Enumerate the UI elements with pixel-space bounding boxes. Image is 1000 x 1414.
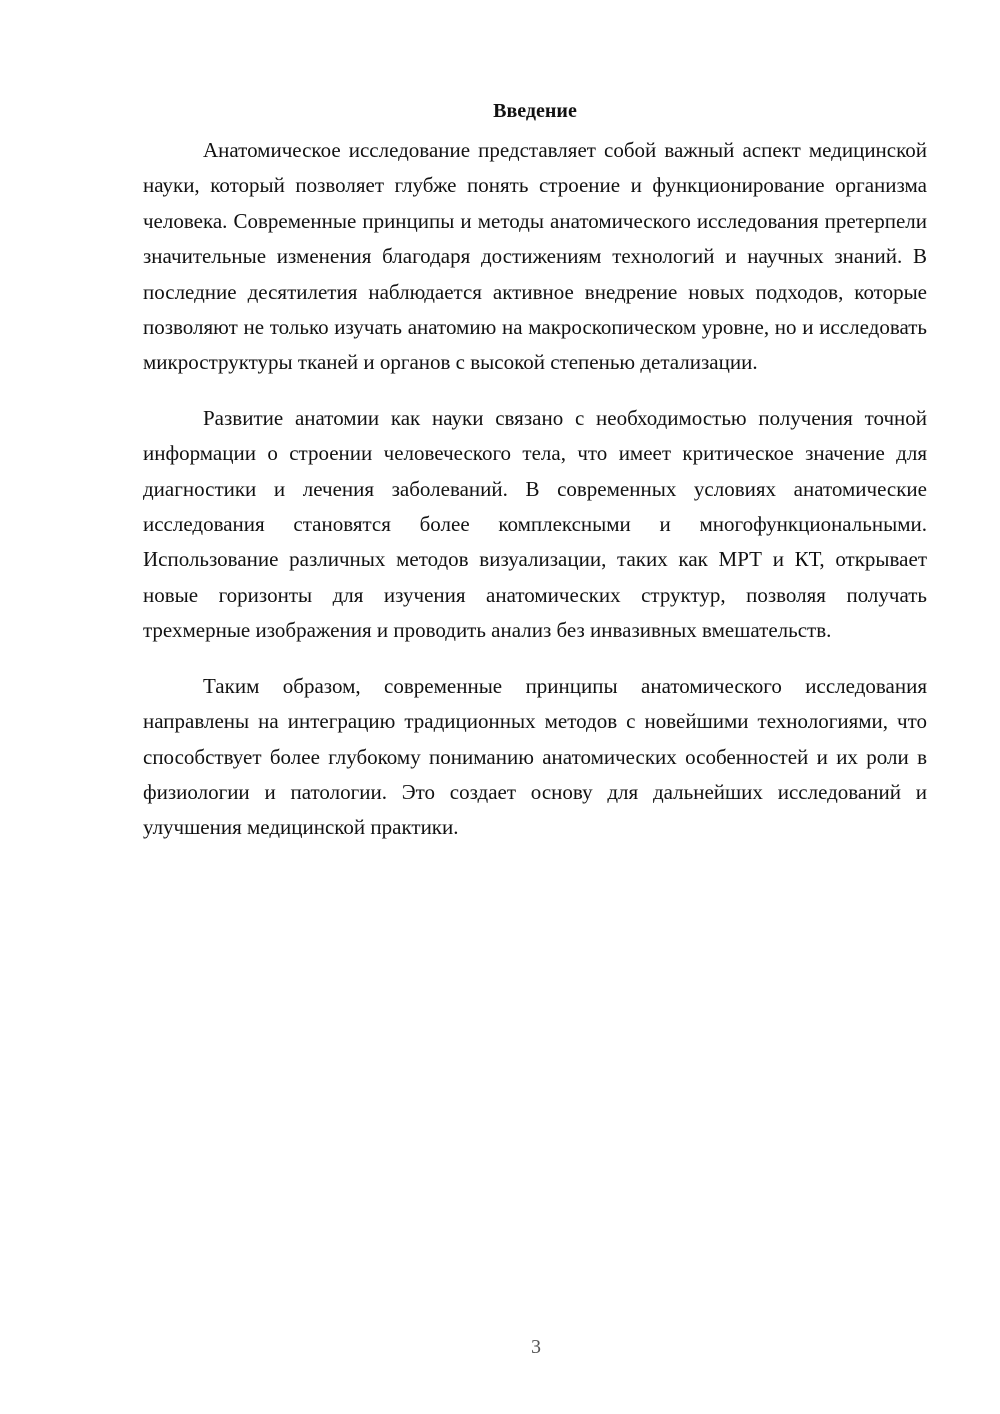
page-content [143, 97, 927, 866]
paragraph-3: Таким образом, современные принципы анатомического исследования направлены на интеграцию традиционных методов с новейшими технологиями, что способствует более глубокому пониманию анатомических особенностей и их роли в физиологии и патологии. Это создает основу для дальнейших исследований и улучшения медицинской практики. [143, 673, 927, 840]
page-number: 3 [531, 1336, 541, 1358]
section-heading: Введение [493, 100, 577, 122]
paragraph-2: Развитие анатомии как науки связано с необходимостью получения точной информации о строении человеческого тела, что имеет критическое значение для диагностики и лечения заболеваний. В современных условиях анатомические исследования становятся более комплексными и многофункциональными. Использование различных методов визуализации, таких как МРТ и КТ, открывает новые горизонты для изучения анатомических структур, позволяя получать трехмерные изображения и проводить анализ без инвазивных вмешательств. [143, 405, 927, 643]
paragraph-1: Анатомическое исследование представляет собой важный аспект медицинской науки, который позволяет глубже понять строение и функционирование организма человека. Современные принципы и методы анатомического исследования претерпели значительные изменения благодаря достижениям технологий и научных знаний. В последние десятилетия наблюдается активное внедрение новых подходов, которые позволяют не только изучать анатомию на макроскопическом уровне, но и исследовать микроструктуры тканей и органов с высокой степенью детализации. [143, 138, 927, 375]
